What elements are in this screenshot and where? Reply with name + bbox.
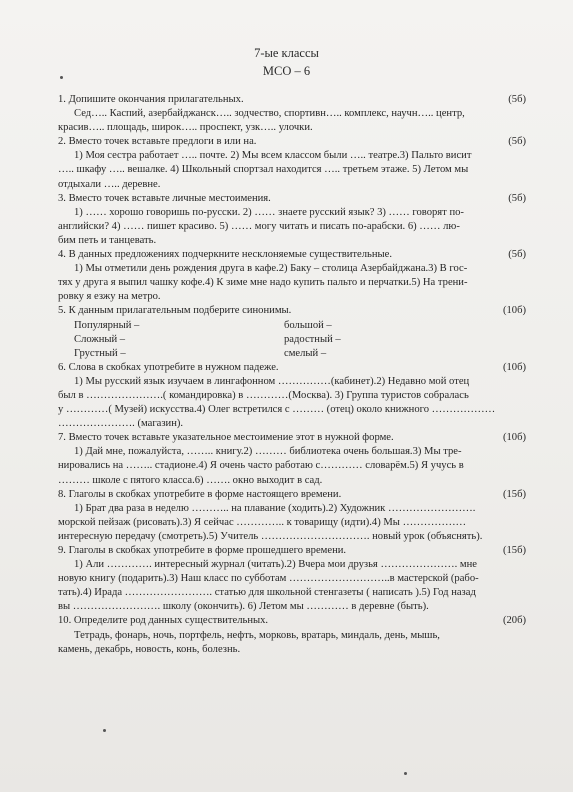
synonym-word: радостный – — [284, 333, 341, 345]
synonym-word: Сложный – — [74, 333, 126, 345]
task-line: камень, декабрь, новость, конь, болезнь. — [58, 643, 241, 655]
synonym-word: смелый – — [284, 347, 327, 359]
task-title: 5. К данным прилагательным подберите синонимы. — [58, 305, 292, 317]
task-line: Сед….. Каспий, азербайджанск….. зодчество, спортивн….. комплекс, научн….. центр, — [74, 108, 465, 120]
task-points: (5б) — [508, 249, 526, 261]
test-code-heading: МСО – 6 — [262, 64, 311, 78]
synonym-word: большой – — [284, 319, 332, 331]
task-line: красив….. площадь, широк….. проспект, узк….. улочки. — [58, 122, 313, 134]
task-title: 6. Слова в скобках употребите в нужном падеже. — [58, 361, 279, 373]
task-points: (5б) — [508, 94, 526, 105]
task-line: ….. шкафу ….. вешалке. 4) Школьный спортзал находится ….. третьем этаже. 5) Летом мы — [58, 164, 469, 176]
task-line: 1) …… хорошо говоришь по-русски. 2) …… знаете русский язык? 3) …… говорят по- — [74, 206, 464, 218]
task-line: морской пейзаж (рисовать).3) Я сейчас ………….. к товарищу (идти).4) Мы ……………… — [58, 516, 467, 528]
task-2 — [58, 135, 526, 191]
task-title: 7. Вместо точек вставьте указательное местоимение этот в нужной форме. — [58, 432, 394, 444]
task-title: 3. Вместо точек вставьте личные местоимения. — [58, 192, 271, 204]
synonym-word: Грустный – — [74, 347, 126, 359]
synonyms-grid — [58, 319, 526, 361]
task-4 — [58, 248, 526, 304]
task-title: 2. Вместо точек вставьте предлоги в или на. — [58, 136, 257, 148]
task-points: (5б) — [508, 192, 526, 204]
ink-mark — [103, 729, 106, 732]
ink-mark — [60, 76, 63, 79]
task-line: 1) Дай мне, пожалуйста, …….. книгу.2) ……… библиотека очень большая.3) Мы тре- — [74, 446, 462, 458]
task-6 — [58, 361, 526, 431]
task-line: английски? 4) …… пишет красиво. 5) …… могу читать и писать по-арабски. 6) …… лю- — [58, 220, 460, 232]
task-line: 1) Али …………. интересный журнал (читать).2) Вчера мои друзья …………………. мне — [74, 559, 477, 571]
task-line: ……… школе с пятого класса.6) ……. окно выходит в сад. — [58, 474, 323, 486]
task-title: 8. Глаголы в скобках употребите в форме настоящего времени. — [58, 488, 342, 500]
task-points: (10б) — [502, 432, 526, 444]
task-line: тать).4) Ирада ……………………. статью для школьной стенгазеты ( написать ).5) Год назад — [58, 587, 476, 599]
task-9 — [58, 544, 526, 614]
task-points: (15б) — [502, 545, 526, 556]
task-line: 1) Мы русский язык изучаем в лингафонном ……………(кабинет).2) Недавно мой отец — [74, 375, 470, 387]
task-3 — [58, 192, 526, 248]
task-title: 9. Глаголы в скобках употребите в форме прошедшего времени. — [58, 545, 347, 556]
task-8 — [58, 488, 526, 544]
task-line: новую книгу (подарить).3) Наш класс по субботам ………………………..в мастерской (рабо- — [58, 573, 479, 585]
task-line: отдыхали ….. деревне. — [58, 178, 161, 190]
task-line: бим петь и танцевать. — [58, 234, 157, 246]
task-5 — [58, 304, 526, 360]
task-points: (5б) — [508, 136, 526, 148]
task-title: 4. В данных предложениях подчеркните несклоняемые существительные. — [58, 249, 392, 261]
task-points: (10б) — [502, 361, 526, 373]
task-line: Тетрадь, фонарь, ночь, портфель, нефть, морковь, вратарь, миндаль, день, мышь, — [74, 629, 440, 641]
task-title: 10. Определите род данных существительных. — [58, 615, 269, 627]
task-line: 1) Мы отметили день рождения друга в кафе.2) Баку – столица Азербайджана.3) В гос- — [74, 263, 468, 275]
task-line: был в ………………….( командировка) в …………(Москва). 3) Группа туристов собралась — [58, 389, 469, 401]
task-10 — [58, 614, 526, 656]
task-points: (15б) — [502, 488, 526, 500]
task-line: 1) Моя сестра работает ….. почте. 2) Мы всем классом были ….. театре.3) Пальто висит — [74, 150, 472, 162]
task-line: интересную передачу (смотреть).5) Учитель …………………………. новый урок (объяснять). — [58, 530, 483, 542]
task-line: вы ……………………. школу (окончить). 6) Летом мы ………… в деревне (быть). — [58, 601, 429, 613]
task-line: у …………( Музей) искусства.4) Олег встретился с ……… (отец) около книжного ……………… — [58, 404, 496, 416]
task-title: 1. Допишите окончания прилагательных. — [58, 94, 244, 105]
ink-mark — [404, 772, 407, 775]
task-line: 1) Брат два раза в неделю ……….. на плавание (ходить).2) Художник ……………………. — [74, 502, 476, 514]
task-points: (20б) — [502, 615, 526, 627]
task-line: нировались на …….. стадионе.4) Я очень часто работаю с………… словарём.5) Я учусь в — [58, 460, 464, 472]
task-line: ровку я езжу на метро. — [58, 291, 161, 303]
tasks-list — [58, 93, 526, 657]
task-1 — [58, 93, 526, 135]
task-7 — [58, 431, 526, 487]
task-line: тях у друга я выпил чашку кофе.4) К зиме мне надо купить пальто и перчатки.5) На трени- — [58, 277, 468, 289]
task-line: …………………. (магазин). — [58, 418, 184, 430]
grade-heading: 7-ые классы — [254, 46, 319, 60]
task-points: (10б) — [502, 305, 526, 317]
synonym-word: Популярный – — [74, 319, 140, 331]
